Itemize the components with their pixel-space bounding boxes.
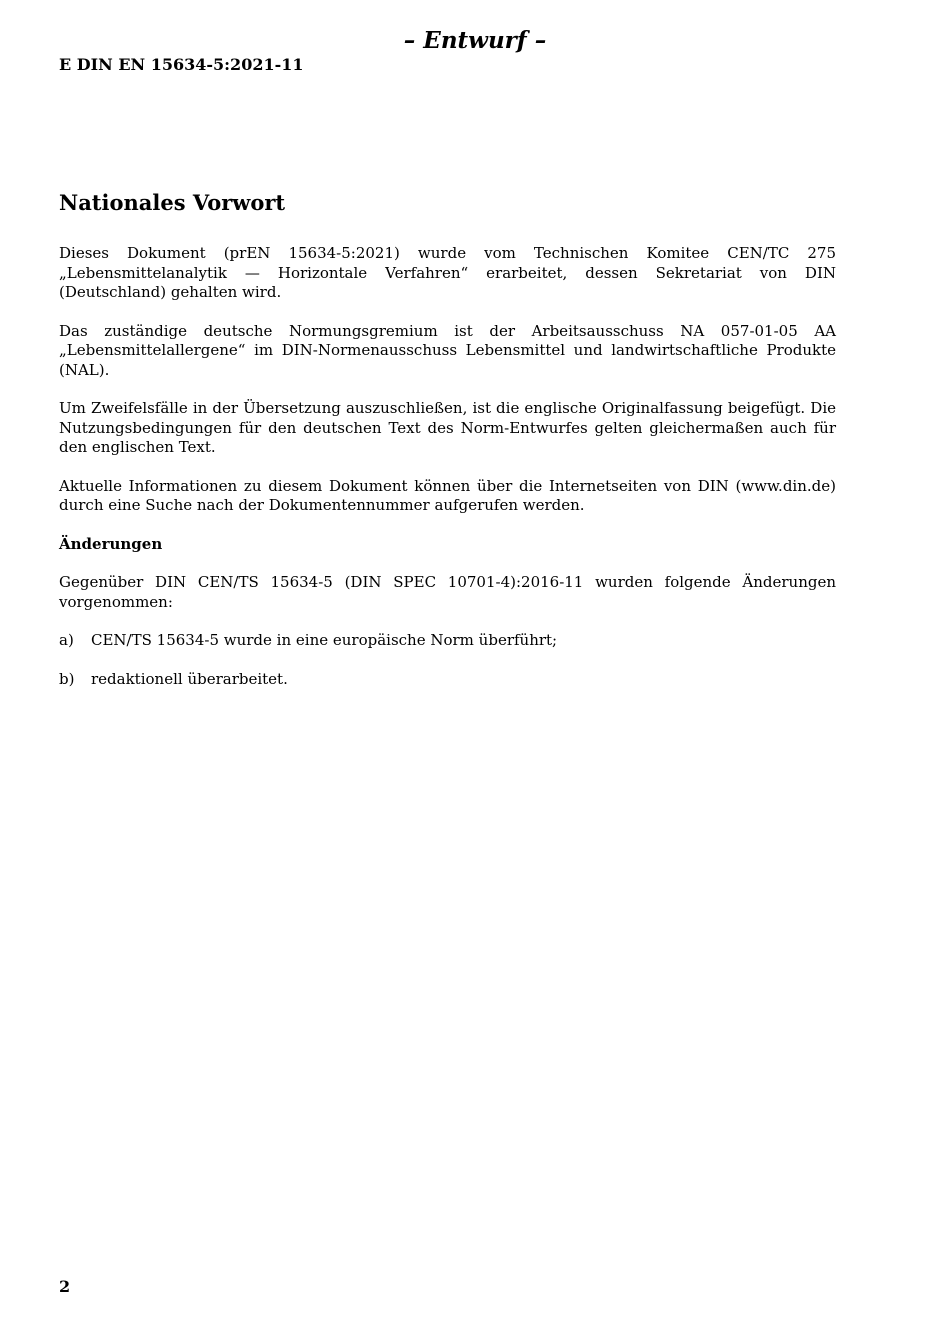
list-item [59,631,836,651]
page-content [59,189,836,708]
list-item-text: redaktionell überarbeitet. [91,669,288,688]
page-number: 2 [59,1277,71,1296]
list-marker: a) [59,631,74,649]
document-id: E DIN EN 15634-5:2021-11 [59,55,304,74]
paragraph-standards-body: Das zuständige deutsche Normungsgremium ist der Arbeitsausschuss NA 057-01-05 AA „Lebensmittelallergene“ im DIN-Normenausschuss Lebensmittel und landwirtschaftliche Produkte (NAL). [59,321,836,379]
paragraph-committee: Dieses Dokument (prEN 15634-5:2021) wurde vom Technischen Komitee CEN/TC 275 „Lebensmittelanalytik — Horizontale Verfahren“ erarbeitet, dessen Sekretariat von DIN (Deutschland) gehalten wird. [59,244,836,301]
paragraph-information: Aktuelle Informationen zu diesem Dokument können über die Internetseiten von DIN (www.din.de) durch eine Suche nach der Dokumentennummer aufgerufen werden. [59,476,836,514]
changes-intro: Gegenüber DIN CEN/TS 15634-5 (DIN SPEC 10701-4):2016-11 wurden folgende Änderungen vorgenommen: [59,573,836,611]
list-marker: b) [59,669,75,688]
list-item-text: CEN/TS 15634-5 wurde in eine europäische Norm überführt; [91,631,558,649]
changes-heading: Änderungen [59,534,163,553]
section-title: Nationales Vorwort [59,190,286,215]
list-item [59,670,836,690]
paragraph-translation: Um Zweifelsfälle in der Übersetzung auszuschließen, ist die englische Originalfassung beigefügt. Die Nutzungsbedingungen für den deutschen Text des Norm-Entwurfes gelten gleichermaßen auch für den englischen Text. [59,399,836,456]
draft-mark: – Entwurf – [403,27,547,54]
